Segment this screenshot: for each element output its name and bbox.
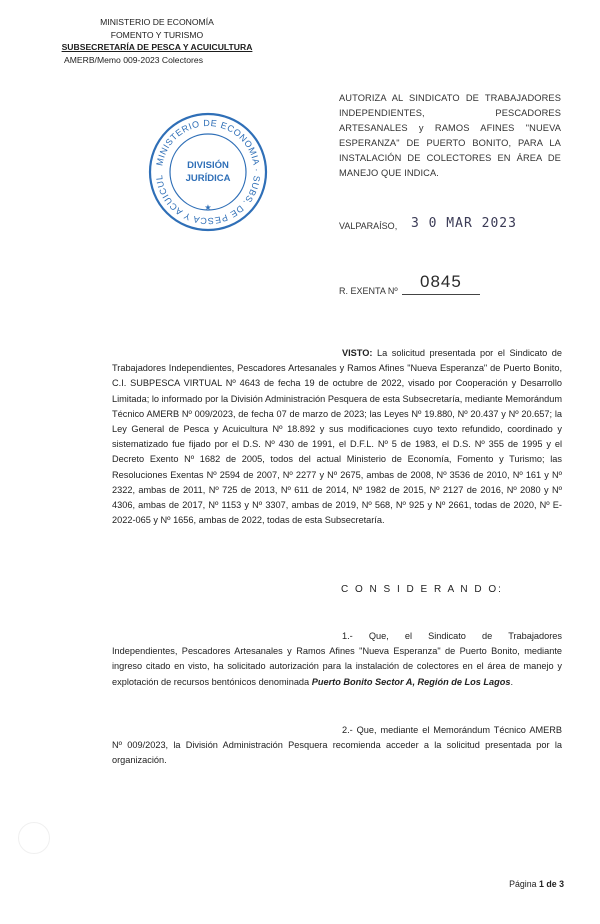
stamp-center-line-2: JURÍDICA [185, 173, 231, 184]
resolution-number-underline [402, 294, 480, 295]
resolution-label: R. EXENTA Nº [339, 286, 398, 296]
memo-reference: AMERB/Memo 009-2023 Colectores [64, 54, 203, 65]
visto-label: VISTO: [342, 348, 373, 358]
bleed-through-mark [18, 822, 50, 854]
subsecretaria-line: SUBSECRETARÍA DE PESCA Y ACUICULTURA [61, 42, 253, 52]
page-number [509, 879, 564, 889]
page-current: 1 [539, 879, 544, 889]
date-stamp: 3 0 MAR 2023 [411, 216, 517, 231]
considerando-heading: C O N S I D E R A N D O: [341, 584, 503, 595]
division-juridica-stamp [146, 110, 270, 234]
considerando-item-1-text: 1.- Que, el Sindicato de Trabajadores Independientes, Pescadores Artesanales y Ramos Afines "Nueva Esperanza" de Puerto Bonito, mediante ingreso citado en visto, ha solicitado autorización para la instalación de colectores en el área de manejo y explotación de recursos bentónicos denominada [112, 631, 562, 687]
letterhead [52, 16, 262, 66]
stamp-seal-icon [146, 110, 270, 234]
considerando-item-1 [112, 629, 562, 690]
considerando-item-1-area: Puerto Bonito Sector A, Región de Los Lagos [311, 676, 511, 687]
resolution-title: AUTORIZA AL SINDICATO DE TRABAJADORES INDEPENDIENTES, PESCADORES ARTESANALES y RAMOS AFINES "NUEVA ESPERANZA" DE PUERTO BONITO, PARA LA INSTALACIÓN DE COLECTORES EN ÁREA DE MANEJO QUE INDICA. [339, 93, 561, 178]
visto-text: La solicitud presentada por el Sindicato de Trabajadores Independientes, Pescadores Artesanales y Ramos Afines "Nueva Esperanza" de Puerto Bonito, C.I. SUBPESCA VIRTUAL Nº 4643 de fecha 19 de octubre de 2022, visado por Cooperación y Desarrollo Limitada; lo informado por la División Administración Pesquera de esta Subsecretaría, mediante Memorándum Técnico AMERB Nº 009/2023, de fecha 07 de marzo de 2023; las Leyes Nº 19.880, Nº 20.437 y Nº 20.657; la Ley General de Pesca y Acuicultura Nº 18.892 y sus modificaciones cuyo texto refundido, coordinado y sistematizado fue fijado por el D.S. Nº 430 de 1991, el D.F.L. Nº 5 de 1983, el D.S. Nº 355 de 1995 y el Decreto Exento Nº 1682 de 2005, todos del actual Ministerio de Economía, Fomento y Turismo; las Resoluciones Exentas Nº 2594 de 2007, Nº 2277 y Nº 2675, ambas de 2008, Nº 3536 de 2010, Nº 161 y Nº 2322, ambas de 2011, Nº 725 de 2013, Nº 611 de 2014, Nº 1982 de 2015, Nº 2127 de 2016, Nº 2080 y Nº 4306, ambas de 2017, Nº 1153 y Nº 3307, ambas de 2019, Nº 568, Nº 925 y Nº 2661, todas de 2020, Nº E-2022-065 y Nº 1656, ambas de 2022, todas de esta Subsecretaría. [112, 348, 562, 526]
resolution-number: 0845 [420, 272, 462, 291]
visto-paragraph [112, 346, 562, 528]
ministry-line-1: MINISTERIO DE ECONOMÍA [100, 17, 214, 27]
page-total: 3 [559, 879, 564, 889]
page-word: Página [509, 879, 537, 889]
stamp-star-icon: ★ [204, 203, 212, 212]
page-of: de [546, 879, 557, 889]
stamp-center-line-1: DIVISIÓN [187, 160, 229, 171]
stamp-ring-text: MINISTERIO DE ECONOMIA · SUBS. DE PESCA Y ACUICUL [154, 117, 263, 227]
date-place-label: VALPARAÍSO, [339, 221, 398, 231]
considerando-item-1-end: . [510, 676, 514, 687]
considerando-item-2: 2.- Que, mediante el Memorándum Técnico AMERB Nº 009/2023, la División Administración Pesquera recomienda acceder a la solicitud presentada por la organización. [112, 725, 562, 766]
ministry-line-2: FOMENTO Y TURISMO [110, 29, 204, 40]
